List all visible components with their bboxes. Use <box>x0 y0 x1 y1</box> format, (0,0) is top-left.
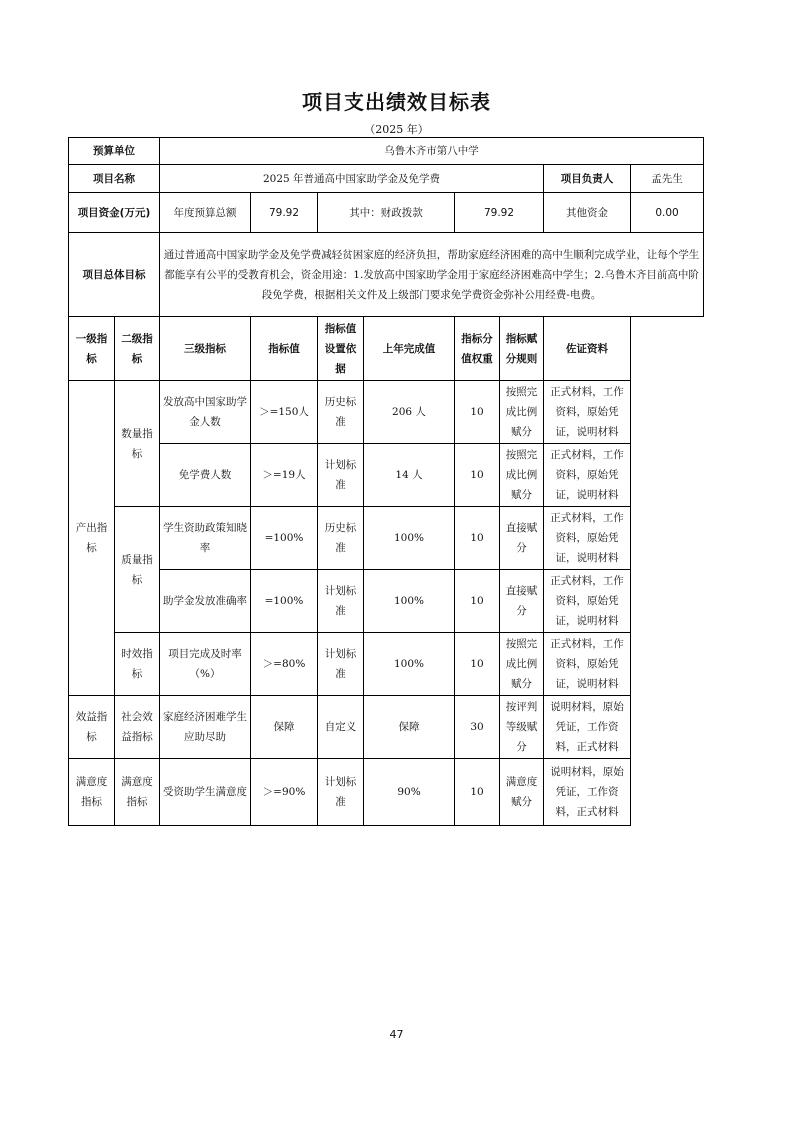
rule-cell: 满意度赋分 <box>500 759 544 826</box>
group-timeliness: 时效指标 <box>115 633 160 696</box>
basis-cell: 计划标准 <box>318 759 364 826</box>
value-cell: =100% <box>251 570 318 633</box>
value-cell: 保障 <box>251 696 318 759</box>
basis-cell: 计划标准 <box>318 633 364 696</box>
basis-cell: 历史标准 <box>318 507 364 570</box>
last-year-cell: 14 人 <box>364 444 455 507</box>
last-year-cell: 100% <box>364 633 455 696</box>
annual-total-value: 79.92 <box>251 193 318 233</box>
weight-cell: 10 <box>455 570 500 633</box>
project-name-label: 项目名称 <box>69 165 160 193</box>
rule-cell: 按照完成比例赋分 <box>500 633 544 696</box>
rule-cell: 直接赋分 <box>500 570 544 633</box>
budget-unit-value: 乌鲁木齐市第八中学 <box>160 138 704 165</box>
basis-cell: 计划标准 <box>318 570 364 633</box>
rule-cell: 按照完成比例赋分 <box>500 444 544 507</box>
evidence-cell: 正式材料，工作资料，原始凭证，说明材料 <box>544 381 631 444</box>
last-year-cell: 保障 <box>364 696 455 759</box>
evidence-cell: 说明材料，原始凭证，工作资料，正式材料 <box>544 696 631 759</box>
weight-cell: 10 <box>455 381 500 444</box>
group-satisfaction-sub: 满意度指标 <box>115 759 160 826</box>
fiscal-allocation-value: 79.92 <box>455 193 544 233</box>
evidence-cell: 正式材料，工作资料，原始凭证，说明材料 <box>544 507 631 570</box>
fiscal-allocation-label: 其中：财政拨款 <box>318 193 455 233</box>
basis-cell: 计划标准 <box>318 444 364 507</box>
budget-unit-row <box>69 138 704 165</box>
value-cell: ＞=150人 <box>251 381 318 444</box>
project-funds-row <box>69 193 704 233</box>
overall-goal-row <box>69 233 704 317</box>
weight-cell: 10 <box>455 444 500 507</box>
table-row <box>69 570 704 633</box>
overall-goal-text: 通过普通高中国家助学金及免学费减轻贫困家庭的经济负担，帮助家庭经济困难的高中生顺利完成学业，让每个学生都能享有公平的受教育机会，资金用途：1.发放高中国家助学金用于家庭经济困难高中学生；2.乌鲁木齐目前高中阶段免学费，根据相关文件及上级部门要求免学费资金弥补公用经费-电费。 <box>160 233 704 317</box>
indicator-cell: 项目完成及时率（%） <box>160 633 251 696</box>
page-title: 项目支出绩效目标表 <box>302 90 491 114</box>
table-row <box>69 381 704 444</box>
rule-cell: 按照完成比例赋分 <box>500 381 544 444</box>
annual-total-label: 年度预算总额 <box>160 193 251 233</box>
overall-goal-label: 项目总体目标 <box>69 233 160 317</box>
col-weight-header: 指标分值权重 <box>455 317 500 381</box>
evidence-cell: 说明材料，原始凭证，工作资料，正式材料 <box>544 759 631 826</box>
indicator-cell: 学生资助政策知晓率 <box>160 507 251 570</box>
last-year-cell: 100% <box>364 507 455 570</box>
project-owner-label: 项目负责人 <box>544 165 631 193</box>
col-rule-header: 指标赋分规则 <box>500 317 544 381</box>
performance-target-table <box>68 137 704 826</box>
group-benefit: 效益指标 <box>69 696 115 759</box>
indicator-cell: 免学费人数 <box>160 444 251 507</box>
weight-cell: 10 <box>455 759 500 826</box>
weight-cell: 10 <box>455 507 500 570</box>
project-name-value: 2025 年普通高中国家助学金及免学费 <box>160 165 544 193</box>
other-funds-label: 其他资金 <box>544 193 631 233</box>
group-social-benefit: 社会效益指标 <box>115 696 160 759</box>
col-evidence-header: 佐证资料 <box>544 317 631 381</box>
project-owner-value: 孟先生 <box>631 165 704 193</box>
column-header-row <box>69 317 704 381</box>
indicator-cell: 受资助学生满意度 <box>160 759 251 826</box>
last-year-cell: 100% <box>364 570 455 633</box>
evidence-cell: 正式材料，工作资料，原始凭证，说明材料 <box>544 570 631 633</box>
other-funds-value: 0.00 <box>631 193 704 233</box>
evidence-cell: 正式材料，工作资料，原始凭证，说明材料 <box>544 633 631 696</box>
group-quality: 质量指标 <box>115 507 160 633</box>
col-last-year-header: 上年完成值 <box>364 317 455 381</box>
project-funds-label: 项目资金(万元) <box>69 193 160 233</box>
rule-cell: 按评判等级赋分 <box>500 696 544 759</box>
basis-cell: 历史标准 <box>318 381 364 444</box>
col-level3-header: 三级指标 <box>160 317 251 381</box>
table-row <box>69 633 704 696</box>
col-basis-header: 指标值设置依据 <box>318 317 364 381</box>
group-quantity: 数量指标 <box>115 381 160 507</box>
value-cell: ＞=19人 <box>251 444 318 507</box>
page-number: 47 <box>389 1028 404 1041</box>
project-name-row <box>69 165 704 193</box>
table-row <box>69 507 704 570</box>
year-label: （2025 年） <box>364 123 429 136</box>
value-cell: ＞=90% <box>251 759 318 826</box>
group-output: 产出指标 <box>69 381 115 696</box>
value-cell: ＞=80% <box>251 633 318 696</box>
table-row <box>69 759 704 826</box>
value-cell: =100% <box>251 507 318 570</box>
last-year-cell: 90% <box>364 759 455 826</box>
basis-cell: 自定义 <box>318 696 364 759</box>
indicator-cell: 助学金发放准确率 <box>160 570 251 633</box>
last-year-cell: 206 人 <box>364 381 455 444</box>
rule-cell: 直接赋分 <box>500 507 544 570</box>
weight-cell: 30 <box>455 696 500 759</box>
group-satisfaction: 满意度指标 <box>69 759 115 826</box>
table-row <box>69 444 704 507</box>
budget-unit-label: 预算单位 <box>69 138 160 165</box>
weight-cell: 10 <box>455 633 500 696</box>
indicator-cell: 家庭经济困难学生应助尽助 <box>160 696 251 759</box>
indicator-cell: 发放高中国家助学金人数 <box>160 381 251 444</box>
col-level1-header: 一级指标 <box>69 317 115 381</box>
evidence-cell: 正式材料，工作资料，原始凭证，说明材料 <box>544 444 631 507</box>
col-value-header: 指标值 <box>251 317 318 381</box>
table-row <box>69 696 704 759</box>
col-level2-header: 二级指标 <box>115 317 160 381</box>
